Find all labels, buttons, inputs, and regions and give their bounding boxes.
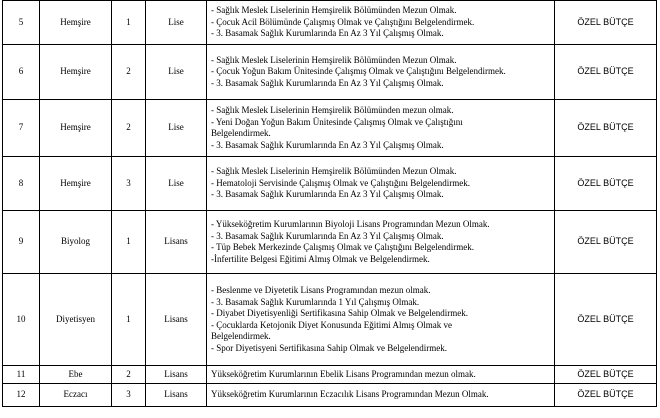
table-row bbox=[3, 100, 657, 157]
education-level: Lise bbox=[146, 1, 207, 45]
requirement-line: - Sağlık Meslek Liselerinin Hemşirelik Bölümünden mezun olmak. bbox=[211, 105, 454, 115]
position-count: 1 bbox=[112, 1, 146, 45]
requirements-cell bbox=[207, 45, 555, 100]
row-number: 9 bbox=[3, 211, 40, 274]
requirement-line: Yükseköğretim Kurumlarının Eczacılık Lisans Programından Mezun Olmak. bbox=[211, 389, 489, 400]
position-title: Hemşire bbox=[40, 100, 112, 157]
position-count: 3 bbox=[112, 157, 146, 211]
position-title: Biyolog bbox=[40, 211, 112, 274]
row-number: 12 bbox=[3, 384, 40, 407]
position-title: Diyetisyen bbox=[40, 274, 112, 366]
education-level: Lisans bbox=[146, 384, 207, 407]
requirements-cell bbox=[207, 100, 555, 157]
requirements-cell bbox=[207, 366, 555, 384]
requirement-line: - 3. Basamak Sağlık Kurumlarında 1 Yıl Çalışmış Olmak. bbox=[211, 296, 420, 307]
table-row bbox=[3, 366, 657, 384]
position-title: Hemşire bbox=[40, 45, 112, 100]
education-level: Lisans bbox=[146, 211, 207, 274]
table-row bbox=[3, 384, 657, 407]
position-title: Ebe bbox=[40, 366, 112, 384]
budget-type: ÖZEL BÜTÇE bbox=[555, 45, 657, 100]
row-number: 10 bbox=[3, 274, 40, 366]
requirement-line: - Çocuklarda Ketojonik Diyet Konusunda Eğitimi Almış Olmak ve bbox=[211, 319, 452, 330]
row-number: 6 bbox=[3, 45, 40, 100]
row-number: 11 bbox=[3, 366, 40, 384]
requirement-line: Belgelendirmek. bbox=[211, 331, 271, 341]
education-level: Lise bbox=[146, 45, 207, 100]
education-level: Lise bbox=[146, 157, 207, 211]
positions-table-body bbox=[3, 1, 657, 407]
requirement-line: Yükseköğretim Kurumlarının Ebelik Lisans Programından mezun olmak. bbox=[211, 368, 476, 379]
table-row bbox=[3, 211, 657, 274]
positions-table bbox=[2, 0, 657, 407]
requirements-cell bbox=[207, 157, 555, 211]
requirement-line: - Tüp Bebek Merkezinde Çalışmış Olmak ve Çalıştığını Belgelendirmek. bbox=[211, 242, 475, 252]
requirement-line: Belgelendirmek. bbox=[211, 128, 271, 138]
row-number: 8 bbox=[3, 157, 40, 211]
requirement-line: - 3. Basamak Sağlık Kurumlarında En Az 3 Yıl Çalışmış Olmak. bbox=[211, 139, 444, 150]
requirement-line: - Sağlık Meslek Liselerinin Hemşirelik Bölümünden Mezun Olmak. bbox=[211, 54, 457, 65]
position-title: Hemşire bbox=[40, 157, 112, 211]
table-row bbox=[3, 157, 657, 211]
requirement-line: - Çocuk Yoğun Bakım Ünitesinde Çalışmış Olmak ve Çalıştığını Belgelendirmek. bbox=[211, 66, 506, 77]
education-level: Lisans bbox=[146, 366, 207, 384]
budget-type: ÖZEL BÜTÇE bbox=[555, 211, 657, 274]
position-title: Eczacı bbox=[40, 384, 112, 407]
budget-type: ÖZEL BÜTÇE bbox=[555, 366, 657, 384]
table-row bbox=[3, 274, 657, 366]
requirement-line: - Hematoloji Servisinde Çalışmış Olmak ve Çalıştığını Belgelendirmek. bbox=[211, 177, 470, 188]
row-number: 5 bbox=[3, 1, 40, 45]
position-count: 2 bbox=[112, 100, 146, 157]
requirement-line: - Çocuk Acil Bölümünde Çalışmış Olmak ve Çalıştığını Belgelendirmek. bbox=[211, 16, 475, 27]
budget-type: ÖZEL BÜTÇE bbox=[555, 100, 657, 157]
requirement-line: -İnfertilite Belgesi Eğitimi Almış Olmak ve Belgelendirmek. bbox=[211, 253, 430, 264]
requirement-line: - Yükseköğretim Kurumlarının Biyoloji Lisans Programından Mezun Olmak. bbox=[211, 219, 490, 229]
position-title: Hemşire bbox=[40, 1, 112, 45]
position-count: 3 bbox=[112, 384, 146, 407]
position-count: 2 bbox=[112, 45, 146, 100]
budget-type: ÖZEL BÜTÇE bbox=[555, 274, 657, 366]
requirement-line: - Diyabet Diyetisyenliği Sertifikasına Sahip Olmak ve Belgelendirmek. bbox=[211, 308, 468, 318]
requirement-line: - Yeni Doğan Yoğun Bakım Ünitesinde Çalışmış Olmak ve Çalıştığını bbox=[211, 116, 463, 127]
position-count: 1 bbox=[112, 211, 146, 274]
education-level: Lisans bbox=[146, 274, 207, 366]
requirements-cell bbox=[207, 274, 555, 366]
requirement-line: - 3. Basamak Sağlık Kurumlarında En Az 3 Yıl Çalışmış Olmak. bbox=[211, 230, 444, 241]
requirements-cell bbox=[207, 384, 555, 407]
requirement-line: - Beslenme ve Diyetetik Lisans Programından mezun olmak. bbox=[211, 285, 431, 295]
requirements-cell bbox=[207, 1, 555, 45]
row-number: 7 bbox=[3, 100, 40, 157]
budget-type: ÖZEL BÜTÇE bbox=[555, 157, 657, 211]
requirement-line: - 3. Basamak Sağlık Kurumlarında En Az 3 Yıl Çalışmış Olmak. bbox=[211, 77, 444, 88]
requirement-line: - Sağlık Meslek Liselerinin Hemşirelik Bölümünden Mezun Olmak. bbox=[211, 5, 457, 16]
requirement-line: - 3. Basamak Sağlık Kurumlarında En Az 3 Yıl Çalışmış Olmak. bbox=[211, 28, 444, 39]
table-row bbox=[3, 1, 657, 45]
position-count: 2 bbox=[112, 366, 146, 384]
requirement-line: - Sağlık Meslek Liselerinin Hemşirelik Bölümünden Mezun Olmak. bbox=[211, 166, 457, 177]
requirements-cell bbox=[207, 211, 555, 274]
table-row bbox=[3, 45, 657, 100]
requirement-line: - 3. Basamak Sağlık Kurumlarında En Az 3 Yıl Çalışmış Olmak. bbox=[211, 189, 444, 200]
budget-type: ÖZEL BÜTÇE bbox=[555, 1, 657, 45]
budget-type: ÖZEL BÜTÇE bbox=[555, 384, 657, 407]
education-level: Lise bbox=[146, 100, 207, 157]
requirement-line: - Spor Diyetisyeni Sertifikasına Sahip Olmak ve Belgelendirmek. bbox=[211, 342, 447, 353]
position-count: 1 bbox=[112, 274, 146, 366]
